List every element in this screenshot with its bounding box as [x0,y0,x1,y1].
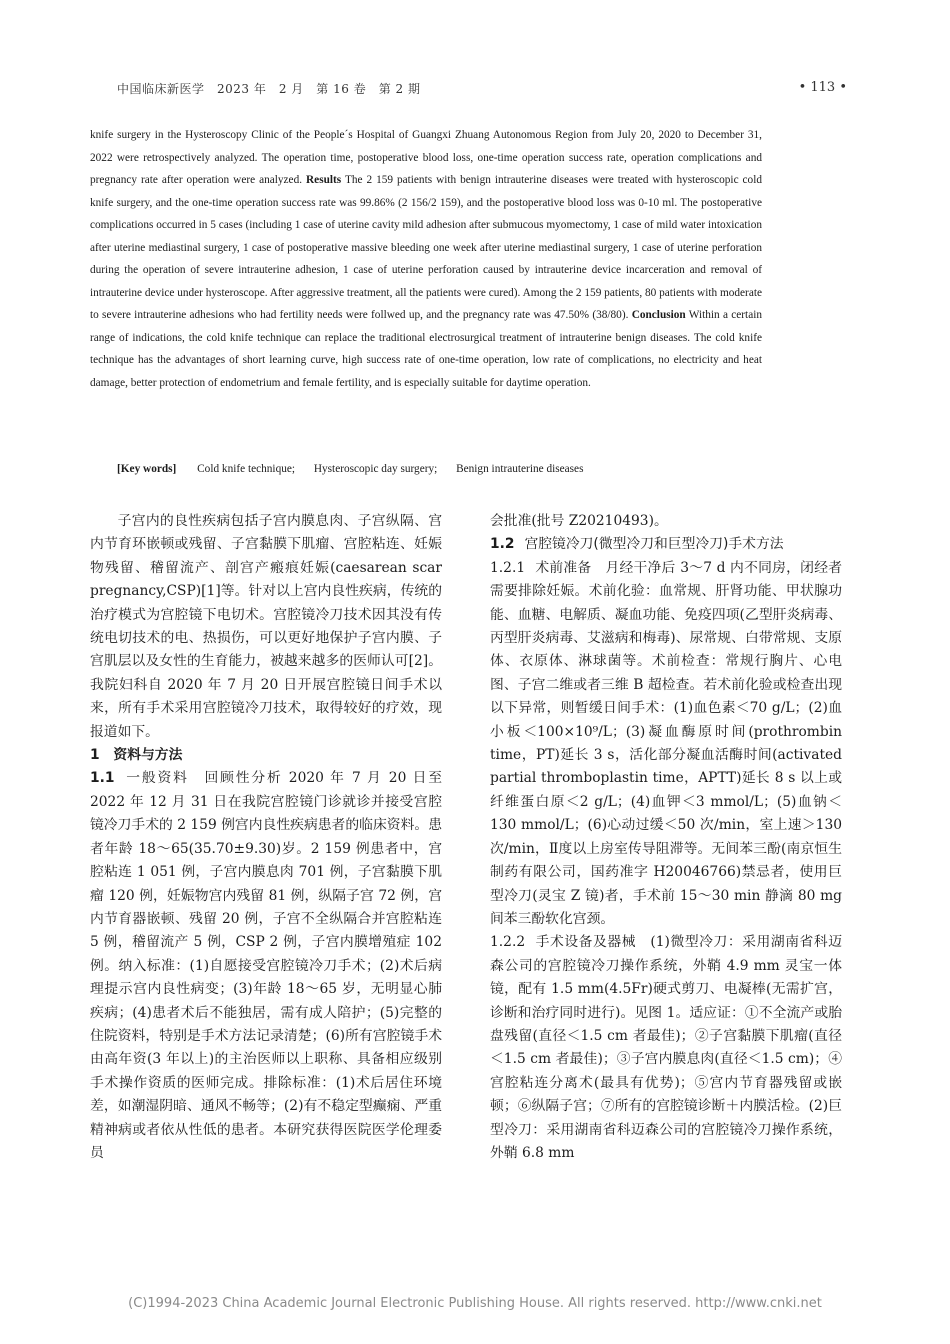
conclusion-label: Conclusion [631,309,686,321]
section-1-2-1-text: 月经干净后 3～7 d 内不同房，闭经者需要排除妊娠。术前化验：血常规、肝肾功能、甲状腺功能、血糖、电解质、凝血功能、免疫四项(乙型肝炎病毒、丙型肝炎病毒、艾滋病和梅毒)、尿常规、白带常规、支原体、衣原体、淋球菌等。术前检查：常规行胸片、心电图、子宫二维或者三维 B 超检查。若术前化验或检查出现以下异常，则暂缓日间手术：(1)血色素＜70 g/L；(2)血小板＜100×10⁹/L；(3)凝血酶原时间(prothrombin time，PT)延长 3 s，活化部分凝血活酶时间(activated partial thromboplastin time，APTT)延长 8 s 以上或纤维蛋白原＜2 g/L；(4)血钾＜3 mmol/L；(5)血钠＜130 mmol/L；(6)心动过缓＜50 次/min，室上速＞130 次/min，Ⅱ度以上房室传导阻滞等。无间苯三酚(南京恒生制药有限公司，国药准字 H20046766)禁忌者，使用巨型冷刀(灵宝 Z 镜)者，手术前 15～30 min 静滴 80 mg 间苯三酚软化宫颈。 [490,559,843,927]
copyright-footer: (C)1994-2023 China Academic Journal Electronic Publishing House. All rights reserved. http://www.cnki.net [128,1296,822,1311]
section-1-1 [90,767,442,1165]
section-1-1-title: 一般资料 [124,770,189,787]
section-1-2-title: 宫腔镜冷刀(微型冷刀和巨型冷刀)手术方法 [524,536,784,553]
right-column [490,510,842,1165]
section-1-1-number: 1.1 [90,770,115,787]
section-1-1-text: 回顾性分析 2020 年 7 月 20 日至 2022 年 12 月 31 日在我院宫腔镜门诊就诊并接受宫腔镜冷刀手术的 2 159 例宫内良性疾病患者的临床资料。患者年龄 18～65(35.70±9.30)岁。2 159 例患者中，宫腔粘连 1 051 例，子宫内膜息肉 701 例，子宫黏膜下肌瘤 120 例，妊娠物宫内残留 81 例，纵隔子宫 72 例，宫内节育器嵌顿、残留 20 例，子宫不全纵隔合并宫腔粘连 5 例，稽留流产 5 例，CSP 2 例，子宫内膜增殖症 102 例。纳入标准：(1)自愿接受宫腔镜冷刀手术；(2)术后病理提示宫内良性病变；(3)年龄 18～65 岁，无明显心肺疾病；(4)患者术后不能独居，需有成人陪护；(5)完整的住院资料，特别是手术方法记录清楚；(6)所有宫腔镜手术由高年资(3 年以上)的主治医师以上职称、具备相应级别手术操作资质的医师完成。排除标准：(1)术后居住环境差，如潮湿阴暗、通风不畅等；(2)有不稳定型癫痫、严重精神病或者依从性低的患者。本研究获得医院医学伦理委员 [90,770,443,1161]
abstract-text-2: The 2 159 patients with benign intrauterine diseases were treated with hysteroscopic cold knife surgery, and the one-time operation success rate was 99.86% (2 156/2 159), and the postoperative blood loss was 0-10 ml. The postoperative complications occurred in 5 cases (including 1 case of uterine cavity mild adhesion after submucous myomectomy, 1 case of mild water intoxication after uterine mediastinal surgery, 1 case of postoperative massive bleeding one week after uterine mediastinal surgery, 1 case of uterine perforation during the operation of severe intrauterine adhesion, 1 case of uterine perforation caused by intrauterine device incarceration and removal of intrauterine device under hysteroscope. After aggressive treatment, all the patients were cured). Among the 2 159 patients, 80 patients with moderate to severe intrauterine adhesions who had fertility needs were follwed up, and the pregnancy rate was 47.50% (38/80). [90,174,762,321]
section-1-2-heading [490,533,842,556]
abstract-text-1: knife surgery in the Hysteroscopy Clinic of the People´s Hospital of Guangxi Zhuang Autonomous Region from July 20, 2020 to December 31, 2022 were retrospectively analyzed. The operation time, postoperative blood loss, one-time operation success rate, operation complications and pregnancy rate after operation were analyzed. [90,129,762,186]
english-abstract [90,124,762,394]
section-1-number: 1 [90,747,100,764]
keyword-item: Cold knife technique; [197,463,296,475]
left-column [90,510,442,1165]
section-1-title: 资料与方法 [113,747,183,764]
section-1-2-1-number: 1.2.1 [490,559,526,576]
running-header [117,80,847,102]
results-label: Results [306,174,342,186]
abstract-text-3: Within a certain range of indications, the cold knife technique can replace the traditional electrosurgical treatment of intrauterine benign diseases. The cold knife technique has the advantages of short learning curve, high success rate of one-time operation, low rate of complications, no electricity and heat damage, better protection of endometrium and female fertility, and is especially suitable for daytime operation. [90,309,762,389]
section-1-2-number: 1.2 [490,536,515,553]
section-1-2-1-title: 术前准备 [535,559,592,576]
section-1-heading [90,744,442,767]
keyword-item: Benign intrauterine diseases [456,463,584,475]
section-1-2-2-title: 手术设备及器械 [535,934,637,951]
section-1-2-1 [490,557,842,932]
section-1-2-2-number: 1.2.2 [490,934,526,951]
keyword-item: Hysteroscopic day surgery; [313,463,438,475]
section-1-2-2 [490,931,842,1165]
intro-paragraph: 子宫内的良性疾病包括子宫内膜息肉、子宫纵隔、宫内节育环嵌顿或残留、子宫黏膜下肌瘤、宫腔粘连、妊娠物残留、稽留流产、剖宫产瘢痕妊娠(caesarean scar pregnancy,CSP)[1]等。针对以上宫内良性疾病，传统的治疗模式为宫腔镜下电切术。宫腔镜冷刀技术因其没有传统电切技术的电、热损伤，可以更好地保护子宫内膜、子宫肌层以及女性的生育能力，被越来越多的医师认可[2]。我院妇科自 2020 年 7 月 20 日开展宫腔镜日间手术以来，所有手术采用宫腔镜冷刀技术，取得较好的疗效，现报道如下。 [90,513,442,740]
section-1-2-2-text: (1)微型冷刀：采用湖南省科迈森公司的宫腔镜冷刀操作系统，外鞘 4.9 mm 灵宝一体镜，配有 1.5 mm(4.5Fr)硬式剪刀、电凝棒(无需扩宫，诊断和治疗同时进行)。见图 1。适应证：①不全流产或胎盘残留(直径＜1.5 cm 者最佳)；②子宫黏膜下肌瘤(直径＜1.5 cm 者最佳)；③子宫内膜息肉(直径＜1.5 cm)；④宫腔粘连分离术(最具有优势)；⑤宫内节育器残留或嵌顿；⑥纵隔子宫；⑦所有的宫腔镜诊断＋内膜活检。(2)巨型冷刀：采用湖南省科迈森公司的宫腔镜冷刀操作系统，外鞘 6.8 mm [490,934,843,1161]
keywords [117,463,762,475]
page-number: • 113 • [798,80,847,95]
ethics-continuation: 会批准(批号 Z20210493)。 [490,513,668,529]
keywords-label: [Key words] [117,463,177,475]
journal-info: 中国临床新医学 2023 年 2 月 第 16 卷 第 2 期 [117,82,421,96]
